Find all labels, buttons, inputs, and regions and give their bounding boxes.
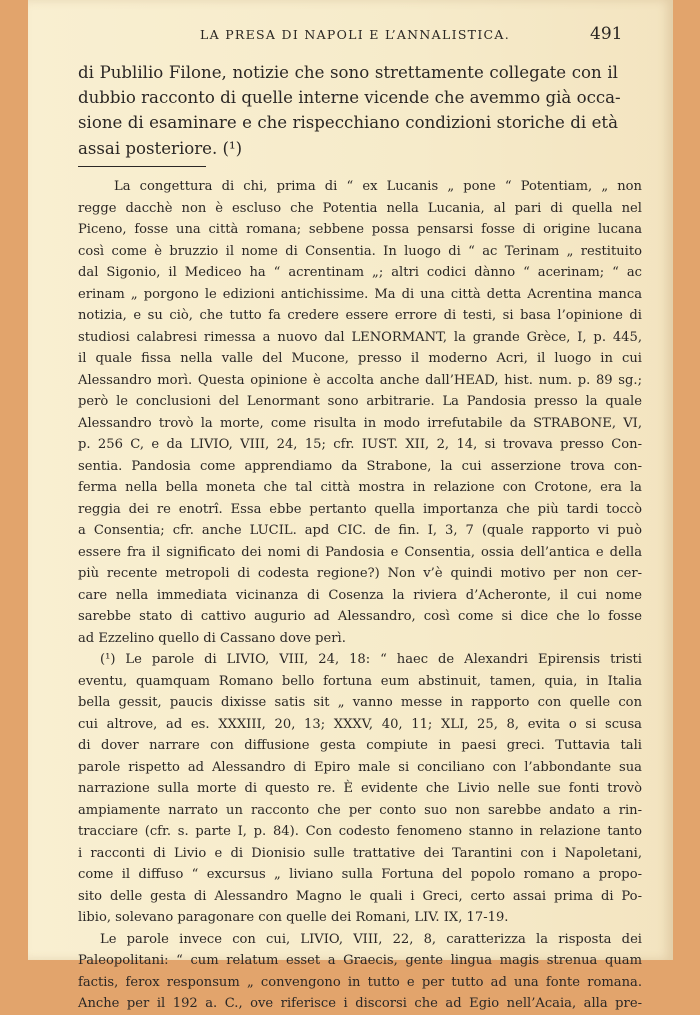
footnote-line: ad Ezzelino quello di Cassano dove perì. [78,630,346,646]
footnote-line: narrazione sulla morte di questo re. È evidente che Livio nelle sue fonti trovò [78,781,642,796]
footnote-line: erinam „ porgono le edizioni antichissime. Ma di una città detta Acrentina manca [78,286,642,302]
footnote-line: dal Sigonio, il Mediceo ha “ acrentinam „; altri codici dànno “ acerinam; “ ac [78,265,642,280]
footnote-line: Alessandro trovò la morte, come risulta in modo irrefutabile da STRABONE, VI, [78,415,642,431]
page-header [28,24,673,46]
main-text [78,60,621,161]
footnote-line: così come è bruzzio il nome di Consentia. In luogo di “ ac Terinam „ restituito [78,243,642,259]
footnote-line: Piceno, fosse una città romana; sebbene possa pensarsi fosse di origine lucana [78,222,642,237]
footnote-line: Le parole invece con cui, LIVIO, VIII, 22, 8, caratterizza la risposta dei [100,931,642,947]
running-title: LA PRESA DI NAPOLI E L’ANNALISTICA. [200,27,511,42]
footnote-line: Paleopolitani: “ cum relatum esset a Graecis, gente lingua magis strenua quam [78,953,642,968]
footnote-line: Anche per il 192 a. C., ove riferisce i discorsi che ad Egio nell’Acaia, alla pre- [78,996,642,1011]
book-page [28,0,673,1011]
footnote-separator-rule [78,166,206,167]
page-number: 491 [590,24,623,44]
footnote-line: a Consentia; cfr. anche LUCIL. apd CIC. de fin. I, 3, 7 (quale rapporto vi può [78,523,642,538]
main-text-line: assai posteriore. (¹) [78,138,243,158]
footnote-line: studiosi calabresi rimessa a nuovo dal LENORMANT, la grande Grèce, I, p. 445, [78,329,642,345]
footnote-line: il quale fissa nella valle del Mucone, presso il moderno Acri, il luogo in cui [78,351,642,366]
footnote-line: regge dacchè non è escluso che Potentia nella Lucania, al pari di quella nel [78,200,642,216]
footnote-line: ferma nella bella moneta che tal città mostra in relazione con Crotone, era la [78,480,642,495]
footnote-line: essere fra il significato dei nomi di Pandosia e Consentia, ossia dell’antica e della [78,544,642,560]
footnote-line: tracciare (cfr. s. parte I, p. 84). Con codesto fenomeno stanno in relazione tanto [78,824,642,839]
footnote-line: sito delle gesta di Alessandro Magno le quali i Greci, certo assai prima di Po- [78,888,642,904]
footnote-line: sentia. Pandosia come apprendiamo da Strabone, la cui asserzione trova con- [78,458,642,474]
footnote-line: notizia, e su ciò, che tutto fa credere essere errore di testi, si basa l’opinione di [78,308,642,323]
footnote-line: Alessandro morì. Questa opinione è accolta anche dall’HEAD, hist. num. p. 89 sg.; [78,372,642,388]
footnote-line: sarebbe stato di cattivo augurio ad Alessandro, così come si dice che lo fosse [78,609,642,624]
footnote-line: i racconti di Livio e di Dionisio sulle trattative dei Tarantini con i Napoletani, [78,845,642,861]
footnote-line: ampiamente narrato un racconto che per conto suo non sarebbe andato a rin- [78,802,642,818]
footnote-line: care nella immediata vicinanza di Cosenza la riviera d’Acheronte, il cui nome [78,587,642,603]
footnote-line: di dover narrare con diffusione gesta compiute in paesi greci. Tuttavia tali [78,738,642,753]
main-text-line: dubbio racconto di quelle interne vicende che avemmo già occa- [78,88,621,108]
main-text-line: di Publilio Filone, notizie che sono strettamente collegate con il [78,63,618,82]
footnote-line: bella gessit, paucis dixisse satis sit „ vanno messe in rapporto con quelle con [78,695,642,710]
footnote-line: libio, solevano paragonare con quelle dei Romani, LIV. IX, 17-19. [78,910,509,925]
footnote-line: più recente metropoli di codesta regione?) Non v’è quindi motivo per non cer- [78,566,642,581]
footnote-line: però le conclusioni del Lenormant sono arbitrarie. La Pandosia presso la quale [78,394,642,409]
footnote-line: cui altrove, ad es. XXXIII, 20, 13; XXXV, 40, 11; XLI, 25, 8, evita o si scusa [78,716,642,732]
footnote-line: La congettura di chi, prima di “ ex Lucanis „ pone “ Potentiam, „ non [114,179,642,194]
footnote-line: eventu, quamquam Romano bello fortuna eum abstinuit, tamen, quia, in Italia [78,673,642,689]
footnote-line: parole rispetto ad Alessandro di Epiro male si conciliano con l’abbondante sua [78,759,642,775]
footnote-line: reggia dei re enotrî. Essa ebbe pertanto quella importanza che più tardi toccò [78,501,642,517]
footnote-line: (¹) Le parole di LIVIO, VIII, 24, 18: “ haec de Alexandri Epirensis tristi [100,652,642,667]
footnote-line: p. 256 C, e da LIVIO, VIII, 24, 15; cfr. IUST. XII, 2, 14, si trovava presso Con- [78,437,642,452]
footnote-line: come il diffuso “ excursus „ liviano sulla Fortuna del popolo romano a propo- [78,867,642,882]
main-text-line: sione di esaminare e che rispecchiano condizioni storiche di età [78,113,618,133]
footnotes [78,176,642,1015]
footnote-line: factis, ferox responsum „ convengono in tutto e per tutto ad una fonte romana. [78,974,642,990]
